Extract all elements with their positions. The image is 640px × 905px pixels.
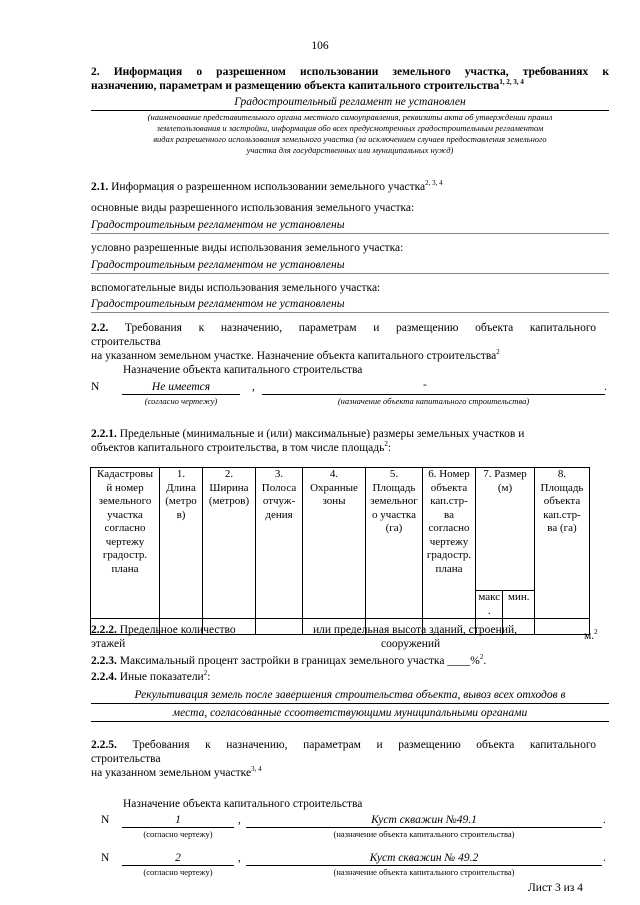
entry-2-purpose: Куст скважин № 49.2 [369, 852, 479, 864]
purpose-caption: (назначение объекта капитального строительства) [333, 867, 515, 877]
entry-1-purpose: Куст скважин №49.1 [371, 814, 477, 826]
purpose-label: Назначение объекта капитального строительства [123, 364, 363, 376]
underline [91, 273, 609, 274]
other-indicators-line2: места, согласованные ссоответствующими муниципальными органами [172, 707, 528, 719]
period: . [604, 381, 607, 393]
section224: 2.2.4. Иные показатели$^2$: [91, 669, 211, 683]
regulation-value: Градостроительный регламент не установлен [234, 96, 466, 108]
section222-line2b: сооружений [381, 638, 441, 650]
period: . [603, 852, 606, 864]
entry-1-n: 1 [175, 814, 181, 826]
divider [91, 110, 609, 111]
header-length: 1. Длина (метро в) [160, 468, 203, 619]
section2-title-line1: 2. Информация о разрешенном использовании земельного участка, требованиях к [91, 66, 609, 78]
main-uses-label: основные виды разрешенного использования земельного участка: [91, 202, 415, 214]
regulation-note: (наименование представительного органа местного самоуправления, реквизиты акта об утверждении правил землепользования и застройки, информация обо всех предусмотренных градостроительным регламентом видах разрешенного использования земельного участка (за исключением случаев предоставления земельного участка для государственных или муниципальных нужд) [147, 112, 553, 155]
header-size-max: макс . [476, 591, 503, 619]
header-object-number: 6. Номер объекта кап.стр- ва согласно чертежу градостр. плана [423, 468, 476, 619]
section223: 2.2.3. Максимальный процент застройки в границах земельного участка ____%$^2$. [91, 653, 487, 667]
page-number: 106 [311, 40, 329, 52]
underline [246, 827, 602, 828]
period: . [603, 814, 606, 826]
header-size-min: мин. [503, 591, 535, 619]
section22-line1: 2.2. Требования к назначению, параметрам и размещению объекта капитального [91, 322, 597, 334]
header-cadastral: Кадастровы й номер земельного участка согласно чертежу градостр. плана [91, 468, 160, 619]
comma: , [238, 814, 241, 826]
comma: , [238, 852, 241, 864]
n-caption: (согласно чертежу) [143, 867, 213, 877]
header-zones: 4. Охранные зоны [303, 468, 366, 619]
section222-unit: м.$^2$ [584, 628, 598, 642]
dash: - [423, 379, 427, 391]
purpose-caption: (назначение объекта капитального строительства) [333, 829, 515, 839]
header-strip: 3. Полоса отчуж- дения [256, 468, 303, 619]
conditional-uses-value: Градостроительным регламентом не установлены [91, 259, 345, 271]
underline [91, 312, 609, 313]
n-caption: (согласно чертежу) [143, 829, 213, 839]
section225-line1: 2.2.5. Требования к назначению, параметрам и размещению объекта капитального [91, 739, 597, 751]
entry-2-n: 2 [175, 852, 181, 864]
conditional-uses-label: условно разрешенные виды использования земельного участка: [91, 242, 404, 254]
section22-line3: на указанном земельном участке. Назначение объекта капитального строительства$^2$ [91, 348, 500, 362]
section225-line3: на указанном земельном участке$^{3, 4}$ [91, 765, 262, 779]
n-label: N [101, 852, 110, 864]
purpose-label: Назначение объекта капитального строительства [123, 798, 363, 810]
underline [91, 233, 609, 234]
main-uses-value: Градостроительным регламентом не установлены [91, 219, 345, 231]
n-label: N [101, 814, 110, 826]
n-label: N [91, 381, 100, 393]
auxiliary-uses-label: вспомогательные виды использования земельного участка: [91, 282, 381, 294]
n-caption: (согласно чертежу) [144, 396, 218, 406]
auxiliary-uses-value: Градостроительным регламентом не установлены [91, 298, 345, 310]
section225-line2: строительства [91, 753, 161, 765]
underline [91, 721, 609, 722]
comma: , [252, 381, 255, 393]
section21-title: 2.1. Информация о разрешенном использовании земельного участка$^{2, 3, 4}$ [91, 179, 443, 193]
header-width: 2. Ширина (метров) [203, 468, 256, 619]
underline [246, 865, 602, 866]
header-size: 7. Размер (м) [476, 468, 535, 591]
section22-line2: строительства [91, 336, 161, 348]
section222-line1: 2.2.2. Предельное количество [91, 624, 236, 636]
section221-line1: 2.2.1. Предельные (минимальные и (или) максимальные) размеры земельных участков и [91, 428, 525, 440]
underline [122, 827, 234, 828]
table-cell [256, 619, 303, 635]
underline [122, 394, 240, 395]
sheet-footer: Лист 3 из 4 [528, 882, 583, 894]
section222-line2: этажей [91, 638, 126, 650]
underline [122, 865, 234, 866]
n-value: Не имеется [151, 381, 211, 393]
underline [262, 394, 605, 395]
underline [91, 703, 609, 704]
section2-title-line2: назначению, параметрам и размещению объекта капитального строительства$^{1, 2, 3, 4}$ [91, 78, 524, 92]
section222-line1b: или предельная высота зданий, строений, [313, 624, 518, 636]
purpose-caption: (назначение объекта капитального строительства) [337, 396, 530, 406]
header-object-area: 8. Площадь объекта кап.стр- ва (га) [535, 468, 590, 619]
table-cell [535, 619, 590, 635]
other-indicators-line1: Рекультивация земель после завершения строительства объекта, вывоз всех отходов в [134, 689, 566, 701]
header-area: 5. Площадь земельног о участка (га) [366, 468, 423, 619]
dimensions-table [90, 467, 590, 635]
section221-line2: объектов капитального строительства, в том числе площадь$^2$: [91, 440, 392, 454]
